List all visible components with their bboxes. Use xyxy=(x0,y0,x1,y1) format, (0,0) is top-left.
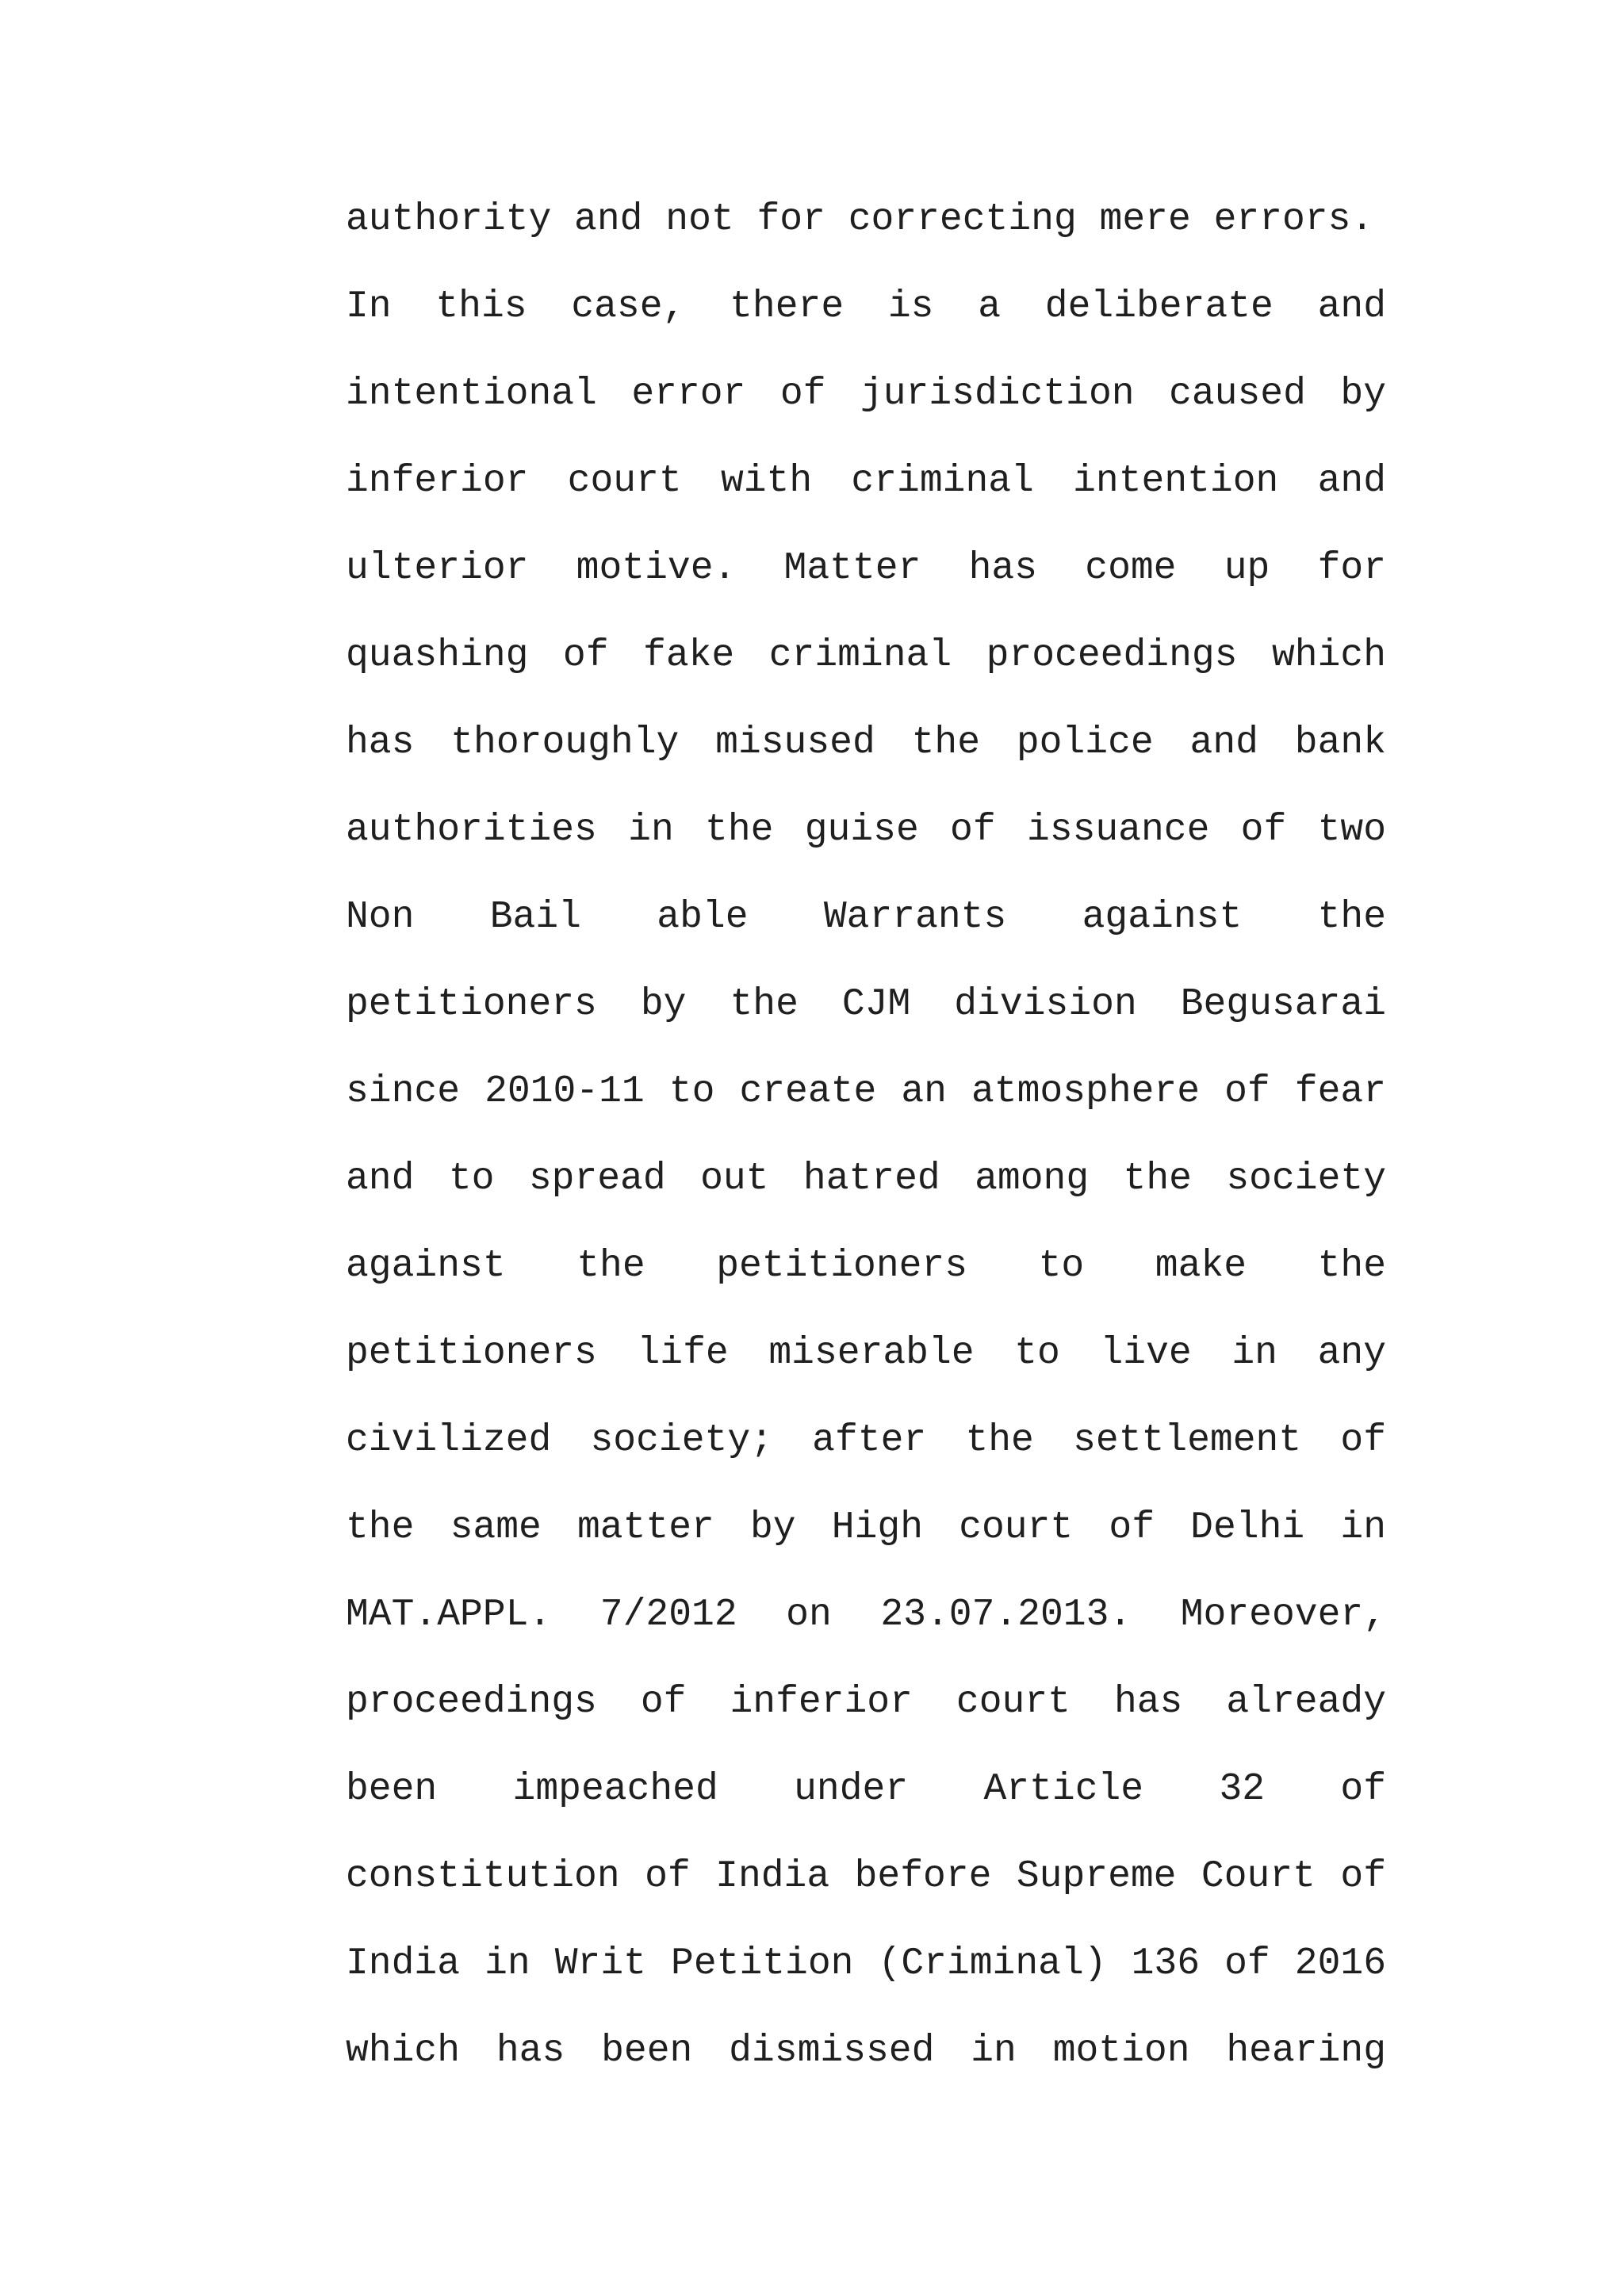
text-line: inferior court with criminal intention and xyxy=(346,460,1386,503)
text-line: constitution of India before Supreme Court of xyxy=(346,1855,1386,1898)
text-line: authority and not for correcting mere errors. xyxy=(346,198,1374,241)
text-line: been impeached under Article 32 of xyxy=(346,1768,1386,1811)
text-line: authorities in the guise of issuance of two xyxy=(346,809,1386,851)
text-line: In this case, there is a deliberate and xyxy=(346,285,1386,328)
body-text xyxy=(346,189,1386,2107)
text-line: against the petitioners to make the xyxy=(346,1245,1386,1288)
text-line: India in Writ Petition (Criminal) 136 of 2016 xyxy=(346,1942,1386,1985)
text-line: Non Bail able Warrants against the xyxy=(346,896,1386,939)
text-line: petitioners by the CJM division Begusarai xyxy=(346,983,1386,1026)
text-line: MAT.APPL. 7/2012 on 23.07.2013. Moreover, xyxy=(346,1594,1386,1636)
text-line: intentional error of jurisdiction caused by xyxy=(346,373,1386,415)
text-line: which has been dismissed in motion hearing xyxy=(346,2030,1386,2072)
text-line: ulterior motive. Matter has come up for xyxy=(346,547,1386,590)
text-line: the same matter by High court of Delhi in xyxy=(346,1506,1386,1549)
text-line: petitioners life miserable to live in any xyxy=(346,1332,1386,1375)
text-line: quashing of fake criminal proceedings which xyxy=(346,634,1386,677)
text-line: proceedings of inferior court has already xyxy=(346,1681,1386,1724)
text-line: since 2010-11 to create an atmosphere of fear xyxy=(346,1070,1386,1113)
text-line: has thoroughly misused the police and bank xyxy=(346,721,1386,764)
text-line: civilized society; after the settlement of xyxy=(346,1419,1386,1462)
text-line: and to spread out hatred among the society xyxy=(346,1158,1386,1200)
